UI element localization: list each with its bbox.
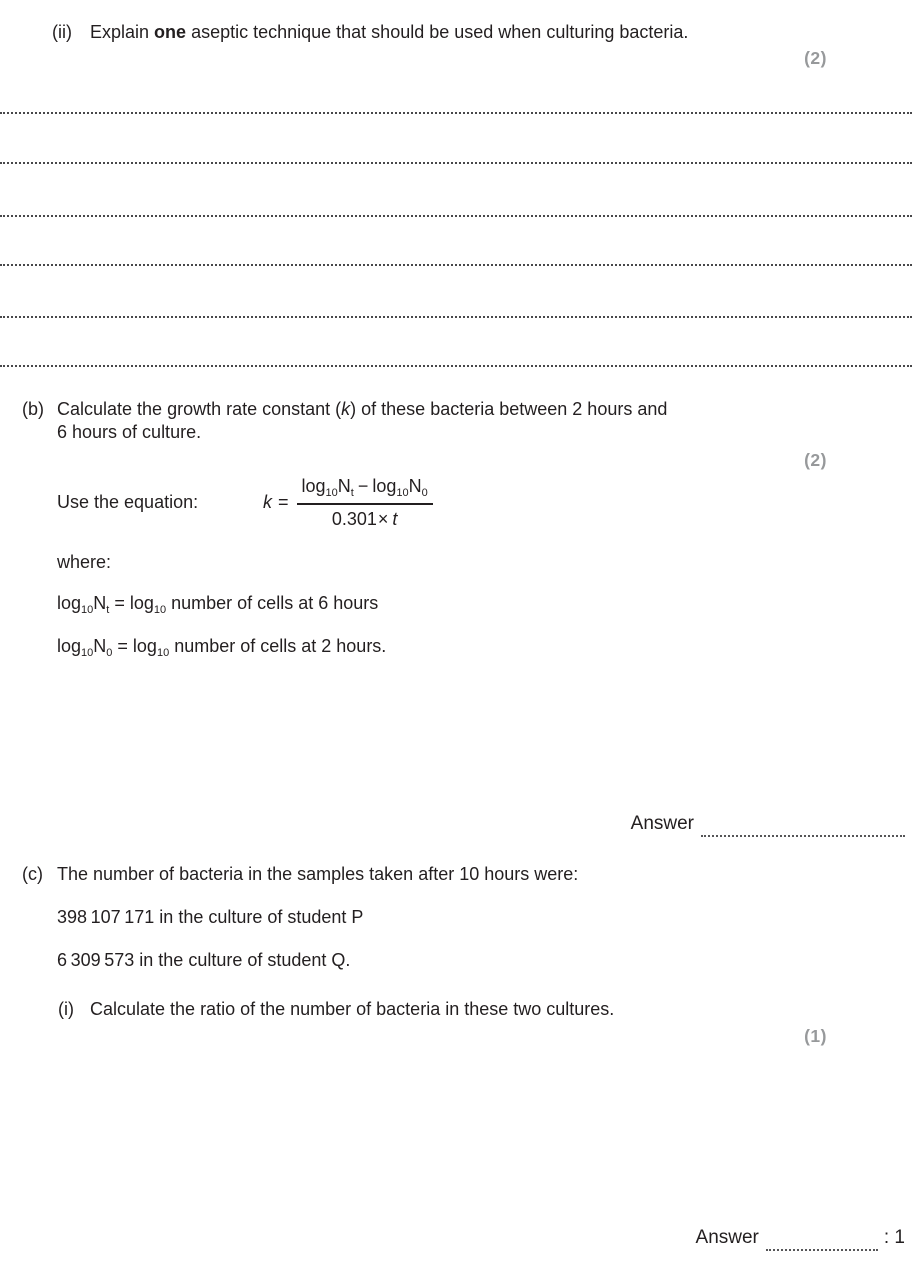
answer-line	[0, 215, 912, 217]
log-token: log	[372, 476, 397, 497]
question-ii-bold-word: one	[154, 22, 187, 42]
question-c-i	[58, 998, 818, 1021]
where-label: where:	[57, 552, 112, 572]
fraction-denominator	[332, 505, 398, 531]
part-b-line1	[57, 398, 812, 421]
answer-label: Answer	[630, 813, 694, 834]
subscript-t: t	[350, 487, 354, 500]
part-b-line1-before: Calculate the growth rate constant (	[57, 399, 342, 419]
answer-line	[0, 112, 912, 114]
question-ii-text	[90, 21, 832, 44]
part-b-line2: 6 hours of culture.	[57, 422, 202, 443]
subscript-10: 10	[396, 487, 409, 500]
subscript-10: 10	[81, 604, 94, 616]
subscript-10: 10	[81, 647, 94, 659]
answer-dotted-field	[701, 818, 905, 837]
subscript-0: 0	[106, 647, 113, 659]
subscript-t: t	[106, 604, 110, 616]
part-b-line1-after: ) of these bacteria between 2 hours and	[350, 399, 668, 419]
answer-line	[0, 316, 912, 318]
n-token: N	[93, 636, 107, 656]
subscript-10: 10	[325, 487, 338, 500]
marks-question-c-i: (1)	[804, 1026, 827, 1046]
equation-k: k	[263, 492, 272, 513]
log-token: log	[301, 476, 326, 497]
equation-intro: Use the equation:	[57, 492, 199, 513]
value-student-q: 6 309 573 in the culture of student Q.	[57, 950, 351, 970]
answer-blank-part-c-i	[696, 1226, 905, 1251]
equals-sign: =	[117, 636, 128, 656]
question-ii	[52, 21, 832, 44]
question-ii-label: (ii)	[52, 22, 72, 42]
denominator-value: 0.301	[331, 508, 377, 529]
definition-text: number of cells at 2 hours.	[174, 636, 387, 656]
minus-sign: −	[357, 476, 369, 497]
part-b-label: (b)	[22, 399, 44, 419]
ratio-suffix: : 1	[883, 1227, 905, 1248]
times-sign: ×	[377, 508, 389, 529]
subscript-10: 10	[156, 647, 170, 659]
fraction-numerator	[297, 475, 433, 504]
t-symbol: t	[392, 508, 398, 529]
equation-equals: =	[278, 492, 289, 513]
definition-log-nt	[57, 592, 378, 615]
log-token: log	[57, 593, 82, 613]
question-ii-text-after: aseptic technique that should be used when culturing bacteria.	[186, 22, 689, 42]
subscript-10: 10	[153, 604, 167, 616]
n-token: N	[93, 593, 107, 613]
marks-question-ii: (2)	[804, 48, 827, 68]
part-c-label: (c)	[22, 864, 43, 884]
answer-line	[0, 264, 912, 266]
answer-label: Answer	[695, 1227, 759, 1248]
question-ii-text-before: Explain	[90, 22, 155, 42]
answer-blank-part-b	[631, 812, 905, 837]
marks-part-b: (2)	[804, 450, 827, 470]
log-token: log	[132, 636, 157, 656]
n-token: N	[337, 476, 351, 497]
definition-text: number of cells at 6 hours	[171, 593, 379, 613]
subscript-0: 0	[421, 487, 428, 500]
log-token: log	[57, 636, 82, 656]
answer-line	[0, 162, 912, 164]
equals-sign: =	[114, 593, 125, 613]
part-c	[22, 863, 812, 886]
part-b-k-symbol: k	[341, 399, 351, 419]
definition-log-n0	[57, 635, 386, 658]
equation-row	[57, 472, 433, 534]
question-c-i-label: (i)	[58, 999, 74, 1019]
answer-line	[0, 365, 912, 367]
part-b	[22, 398, 812, 445]
question-c-i-text: Calculate the ratio of the number of bacteria in these two cultures.	[90, 999, 615, 1019]
equation-fraction	[297, 475, 433, 531]
answer-dotted-field	[766, 1232, 878, 1251]
value-student-p: 398 107 171 in the culture of student P	[57, 907, 364, 927]
part-b-text	[57, 398, 812, 445]
part-c-intro: The number of bacteria in the samples taken after 10 hours were:	[57, 864, 579, 884]
n-token: N	[408, 476, 422, 497]
log-token: log	[129, 593, 154, 613]
